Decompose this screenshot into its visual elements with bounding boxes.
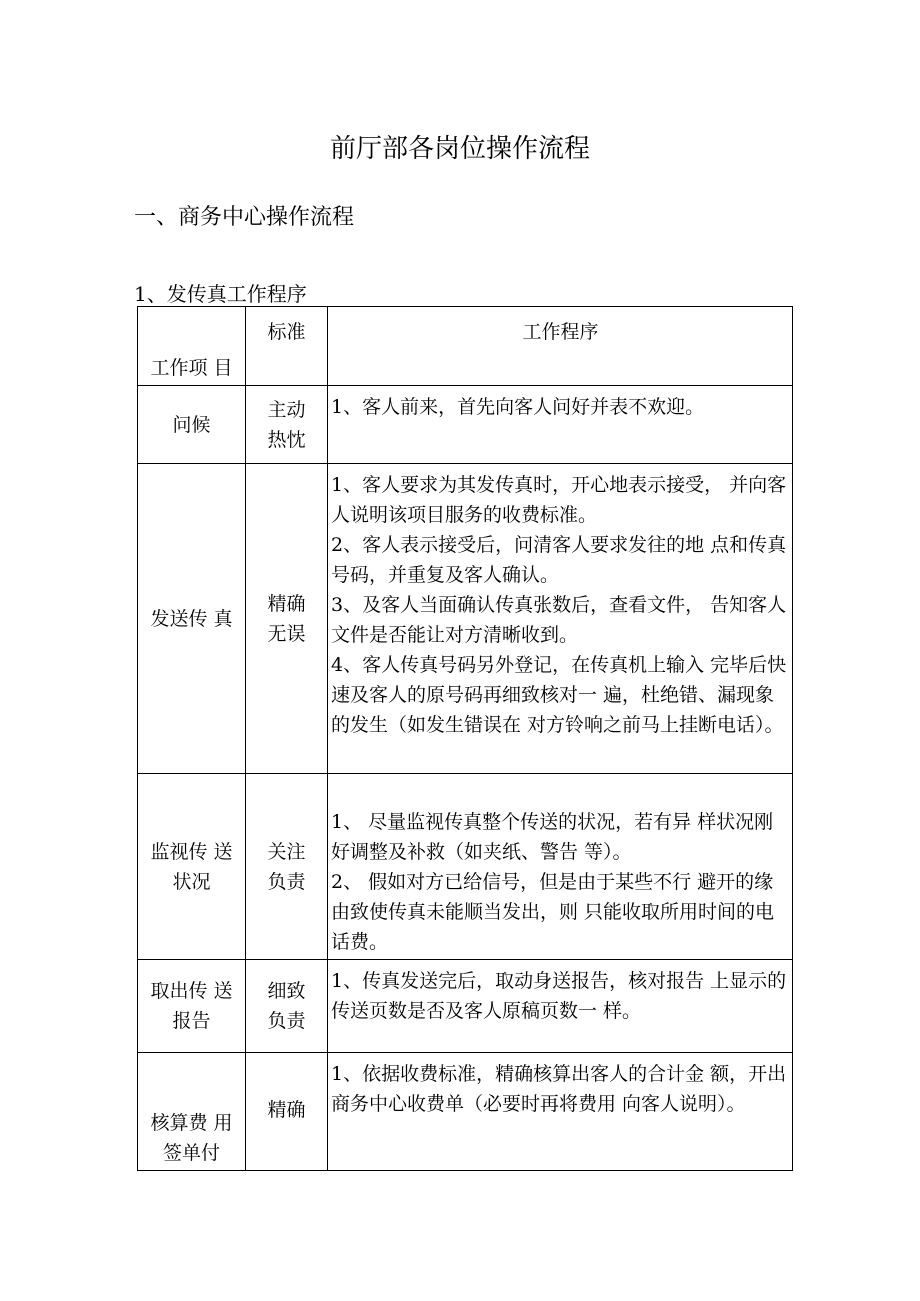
procedure-step: 4、客人传真号码另外登记，在传真机上输入 完毕后快速及客人的原号码再细致核对一 遍，杜绝错、漏现象的发生（如发生错误在 对方铃响之前马上挂断电话）。 [331,654,787,736]
work-item-cell: 发送传 真 [138,464,246,774]
work-item-cell: 核算费 用 签单付 [138,1053,246,1171]
procedure-cell [328,774,793,960]
table-row [138,774,793,960]
header-standard: 标准 [246,307,328,386]
work-item-cell: 监视传 送 状况 [138,774,246,960]
standard-cell: 主动 热忱 [246,386,328,464]
table-row [138,960,793,1053]
header-procedure: 工作程序 [328,307,793,386]
page-title: 前厅部各岗位操作流程 [329,134,590,164]
procedure-step: 1、客人要求为其发传真时，开心地表示接受， 并向客人说明该项目服务的收费标准。 [331,474,787,526]
procedure-step: 1、 尽量监视传真整个传送的状况，若有异 样状况刚好调整及补救（如夹纸、警告 等）。 [331,811,774,863]
procedure-table [137,306,793,1171]
procedure-cell [328,1053,793,1171]
procedure-cell [328,960,793,1053]
standard-cell: 精确 [246,1053,328,1171]
table-row [138,1053,793,1171]
standard-cell: 精确 无误 [246,464,328,774]
procedure-step: 2、客人表示接受后，问清客人要求发往的地 点和传真号码，并重复及客人确认。 [331,534,787,586]
procedure-cell [328,464,793,774]
work-item-cell: 取出传 送 报告 [138,960,246,1053]
table-row [138,386,793,464]
header-work-item: 工作项 目 [138,307,246,386]
procedure-step: 1、依据收费标准，精确核算出客人的合计金 额，开出商务中心收费单（必要时再将费用 向客人说明）。 [331,1063,787,1115]
procedure-step: 1、客人前来，首先向客人问好并表不欢迎。 [331,396,705,418]
section-heading: 一、商务中心操作流程 [134,205,355,230]
procedure-step: 2、 假如对方已给信号，但是由于某些不行 避开的缘由致使传真未能顺当发出，则 只能收取所用时间的电话费。 [331,871,775,953]
procedure-step: 1、传真发送完后，取动身送报告，核对报告 上显示的传送页数是否及客人原稿页数一 样。 [331,970,787,1022]
procedure-step: 3、及客人当面确认传真张数后，查看文件， 告知客人文件是否能让对方清晰收到。 [331,594,787,646]
subsection-heading: 1、发传真工作程序 [134,282,307,306]
standard-cell: 细致 负责 [246,960,328,1053]
table-header-row [138,307,793,386]
procedure-cell [328,386,793,464]
standard-cell: 关注 负责 [246,774,328,960]
work-item-cell: 问候 [138,386,246,464]
table-row [138,464,793,774]
